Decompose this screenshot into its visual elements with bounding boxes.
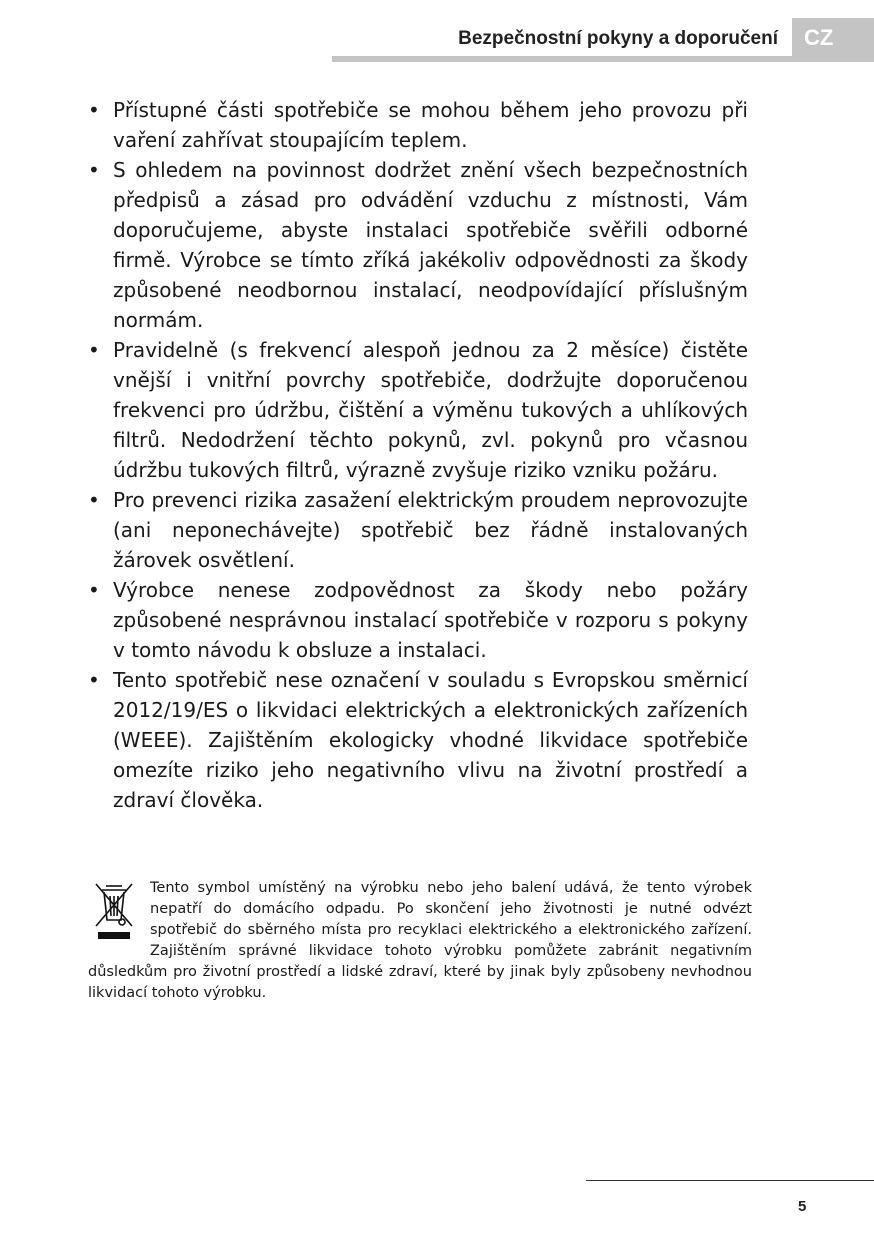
crossed-out-wheelie-bin-icon xyxy=(92,880,136,942)
list-item: • Tento spotřebič nese označení v souladu s Evropskou směrnicí 2012/19/ES o likvidaci elektrických a elektronických zařízeních (WEEE). Zajištěním ekologicky vhodné likvidace spotřebiče omezíte riziko jeho negativního vlivu na životní prostředí a zdraví člověka. xyxy=(88,665,748,815)
list-item: • Výrobce nenese zodpovědnost za škody nebo požáry způsobené nesprávnou instalací spotřebiče v rozporu s pokyny v tomto návodu k obsluze a instalaci. xyxy=(88,575,748,665)
footer-divider xyxy=(586,1180,874,1181)
page-header-title: Bezpečnostní pokyny a doporučení xyxy=(458,28,778,49)
safety-instructions-list xyxy=(88,95,748,815)
header-divider xyxy=(332,56,874,62)
weee-note-text: Tento symbol umístěný na výrobku nebo jeho balení udává, že tento výrobek nepatří do domácího odpadu. Po skončení jeho životnosti je nutné odvézt spotřebič do sběrného místa pro recyklaci elektrického a elektronického zařízení. Zajištěním správné likvidace tohoto výrobku pomůžete zabránit negativním důsledkům pro životní prostředí a lidské zdraví, které by jinak byly způsobeny nevhodnou likvidací tohoto výrobku. xyxy=(88,880,752,1001)
list-item: • Pravidelně (s frekvencí alespoň jednou za 2 měsíce) čistěte vnější i vnitřní povrchy spotřebiče, dodržujte doporučenou frekvenci pro údržbu, čištění a výměnu tukových a uhlíkových filtrů. Nedodržení těchto pokynů, zvl. pokynů pro včasnou údržbu tukových filtrů, výrazně zvyšuje riziko vzniku požáru. xyxy=(88,335,748,485)
language-badge: CZ xyxy=(792,18,874,56)
weee-disposal-note xyxy=(88,878,752,1004)
list-item: • Přístupné části spotřebiče se mohou během jeho provozu při vaření zahřívat stoupajícím teplem. xyxy=(88,95,748,155)
list-item: • S ohledem na povinnost dodržet znění všech bezpečnostních předpisů a zásad pro odvádění vzduchu z místnosti, Vám doporučujeme, abyste instalaci spotřebiče svěřili odborné firmě. Výrobce se tímto zříká jakékoliv odpovědnosti za škody způsobené neodbornou instalací, neodpovídající příslušným normám. xyxy=(88,155,748,335)
list-item: • Pro prevenci rizika zasažení elektrickým proudem neprovozujte (ani neponechávejte) spotřebič bez řádně instalovaných žárovek osvětlení. xyxy=(88,485,748,575)
page-number: 5 xyxy=(798,1198,807,1215)
